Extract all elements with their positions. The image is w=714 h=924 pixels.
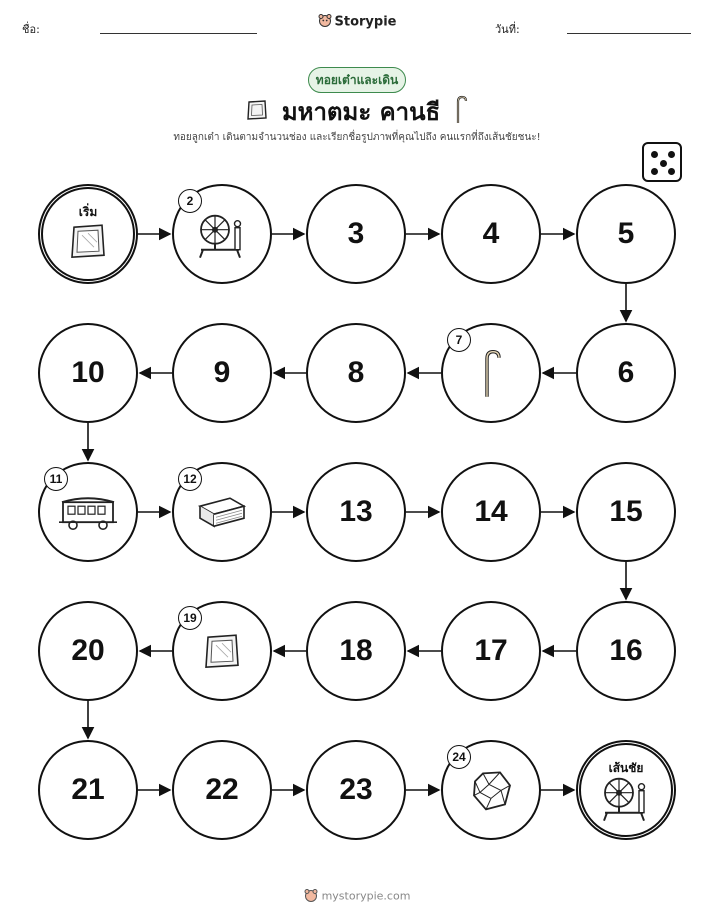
- cell-number: 14: [474, 495, 508, 528]
- cell-number: 21: [71, 773, 105, 806]
- cell-number: 9: [213, 356, 231, 389]
- board-cell: [172, 740, 272, 840]
- cell-number: 6: [617, 356, 635, 389]
- cell-number: 16: [609, 634, 643, 667]
- cell-number: 8: [347, 356, 365, 389]
- board-cell: [172, 184, 272, 284]
- cloth-icon: [202, 631, 242, 675]
- finish-cell: [576, 740, 676, 840]
- cell-number: 3: [347, 217, 365, 250]
- board-cell: [306, 462, 406, 562]
- cell-number-badge: 11: [44, 467, 68, 491]
- board-cell: [441, 740, 541, 840]
- board-cell: [306, 323, 406, 423]
- board-cell: [38, 323, 138, 423]
- cell-number: 17: [474, 634, 508, 667]
- board-cell: [306, 740, 406, 840]
- board-cell: [576, 601, 676, 701]
- cell-number: 20: [71, 634, 105, 667]
- walking-stick-icon: [480, 349, 502, 403]
- board-cell: [38, 740, 138, 840]
- spinning-wheel-icon: [195, 210, 249, 264]
- spinning-wheel-icon: [599, 773, 653, 827]
- storypie-logo-icon: [304, 888, 318, 905]
- name-label: ชื่อ:: [22, 23, 40, 36]
- cell-number: 4: [482, 217, 500, 250]
- board-cell: [306, 184, 406, 284]
- cell-number: 15: [609, 495, 643, 528]
- footer-url[interactable]: mystorypie.com: [321, 889, 411, 903]
- board-cell: [38, 462, 138, 562]
- cell-number-badge: 19: [178, 606, 202, 630]
- title-text: มหาตมะ คานธี: [281, 98, 441, 126]
- cell-label: เริ่ม: [78, 205, 98, 219]
- board-cell: [576, 184, 676, 284]
- board-cell: [441, 462, 541, 562]
- board-cell: [172, 601, 272, 701]
- salt-crystal-icon: [469, 768, 513, 816]
- cell-label: เส้นชัย: [608, 761, 644, 775]
- cell-number-badge: 2: [178, 189, 202, 213]
- cell-number: 23: [339, 773, 373, 806]
- board-cell: [441, 323, 541, 423]
- book-icon: [196, 492, 248, 536]
- game-type-badge: ทอยเต๋าและเดิน: [308, 67, 406, 93]
- cell-number: 10: [71, 356, 105, 389]
- train-car-icon: [58, 492, 118, 536]
- cloth-icon: [68, 221, 108, 265]
- cell-number: 18: [339, 634, 373, 667]
- cell-number-badge: 12: [178, 467, 202, 491]
- board-cell: [441, 184, 541, 284]
- board-cell: [441, 601, 541, 701]
- instructions: ทอยลูกเต๋า เดินตามจำนวนช่อง และเรียกชื่อรูปภาพที่คุณไปถึง คนแรกที่ถึงเส้นชัยชนะ!: [173, 132, 541, 143]
- cell-number: 13: [339, 495, 373, 528]
- board-cell: [172, 323, 272, 423]
- cell-number: 22: [205, 773, 239, 806]
- footer: [0, 888, 714, 905]
- board-cell: [576, 323, 676, 423]
- start-cell: [38, 184, 138, 284]
- board-cell: [172, 462, 272, 562]
- cell-number-badge: 7: [447, 328, 471, 352]
- date-label: วันที่:: [495, 23, 520, 36]
- cell-number-badge: 24: [447, 745, 471, 769]
- board-cell: [38, 601, 138, 701]
- brand-name: Storypie: [334, 14, 397, 30]
- cell-number: 5: [617, 217, 635, 250]
- board-cell: [306, 601, 406, 701]
- board-cell: [576, 462, 676, 562]
